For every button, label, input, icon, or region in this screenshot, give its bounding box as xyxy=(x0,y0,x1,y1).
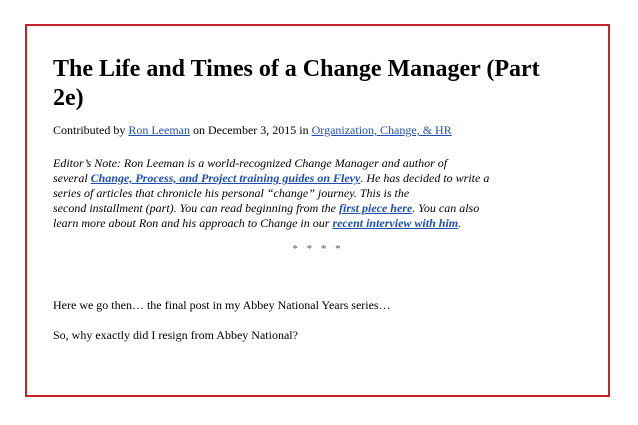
note-line-3: series of articles that chronicle his personal “change” journey. This is the xyxy=(53,186,410,200)
byline-prefix: Contributed by xyxy=(53,123,129,137)
byline-date: on December 3, 2015 in xyxy=(189,123,312,137)
article-title: The Life and Times of a Change Manager (Part 2e) xyxy=(53,56,540,111)
first-piece-link[interactable]: first piece here xyxy=(338,201,413,215)
note-line-2 xyxy=(53,171,583,186)
note-line-2-suffix: . He has decided to write a xyxy=(360,171,490,185)
note-line-4-prefix: second installment (part). You can read beginning from the xyxy=(53,201,339,215)
note-line-4-suffix: . You can also xyxy=(412,201,480,215)
paragraph-question: So, why exactly did I resign from Abbey National? xyxy=(53,328,298,342)
note-line-1: Editor’s Note: Ron Leeman is a world-recognized Change Manager and author of xyxy=(53,156,448,170)
interview-link[interactable]: recent interview with him xyxy=(332,216,459,230)
training-guides-link[interactable]: Change, Process, and Project training guides on Flevy xyxy=(90,171,361,185)
editors-note xyxy=(53,156,583,231)
note-line-5-suffix: . xyxy=(458,216,462,230)
note-line-2-prefix: several xyxy=(53,171,91,185)
category-link[interactable]: Organization, Change, & HR xyxy=(311,123,452,137)
section-separator: * * * * xyxy=(292,243,344,255)
note-line-5 xyxy=(53,216,583,231)
byline xyxy=(53,123,573,138)
author-link[interactable]: Ron Leeman xyxy=(128,123,190,137)
paragraph-intro: Here we go then… the final post in my Abbey National Years series… xyxy=(53,298,391,312)
note-line-5-prefix: learn more about Ron and his approach to Change in our xyxy=(53,216,333,230)
note-line-4 xyxy=(53,201,583,216)
